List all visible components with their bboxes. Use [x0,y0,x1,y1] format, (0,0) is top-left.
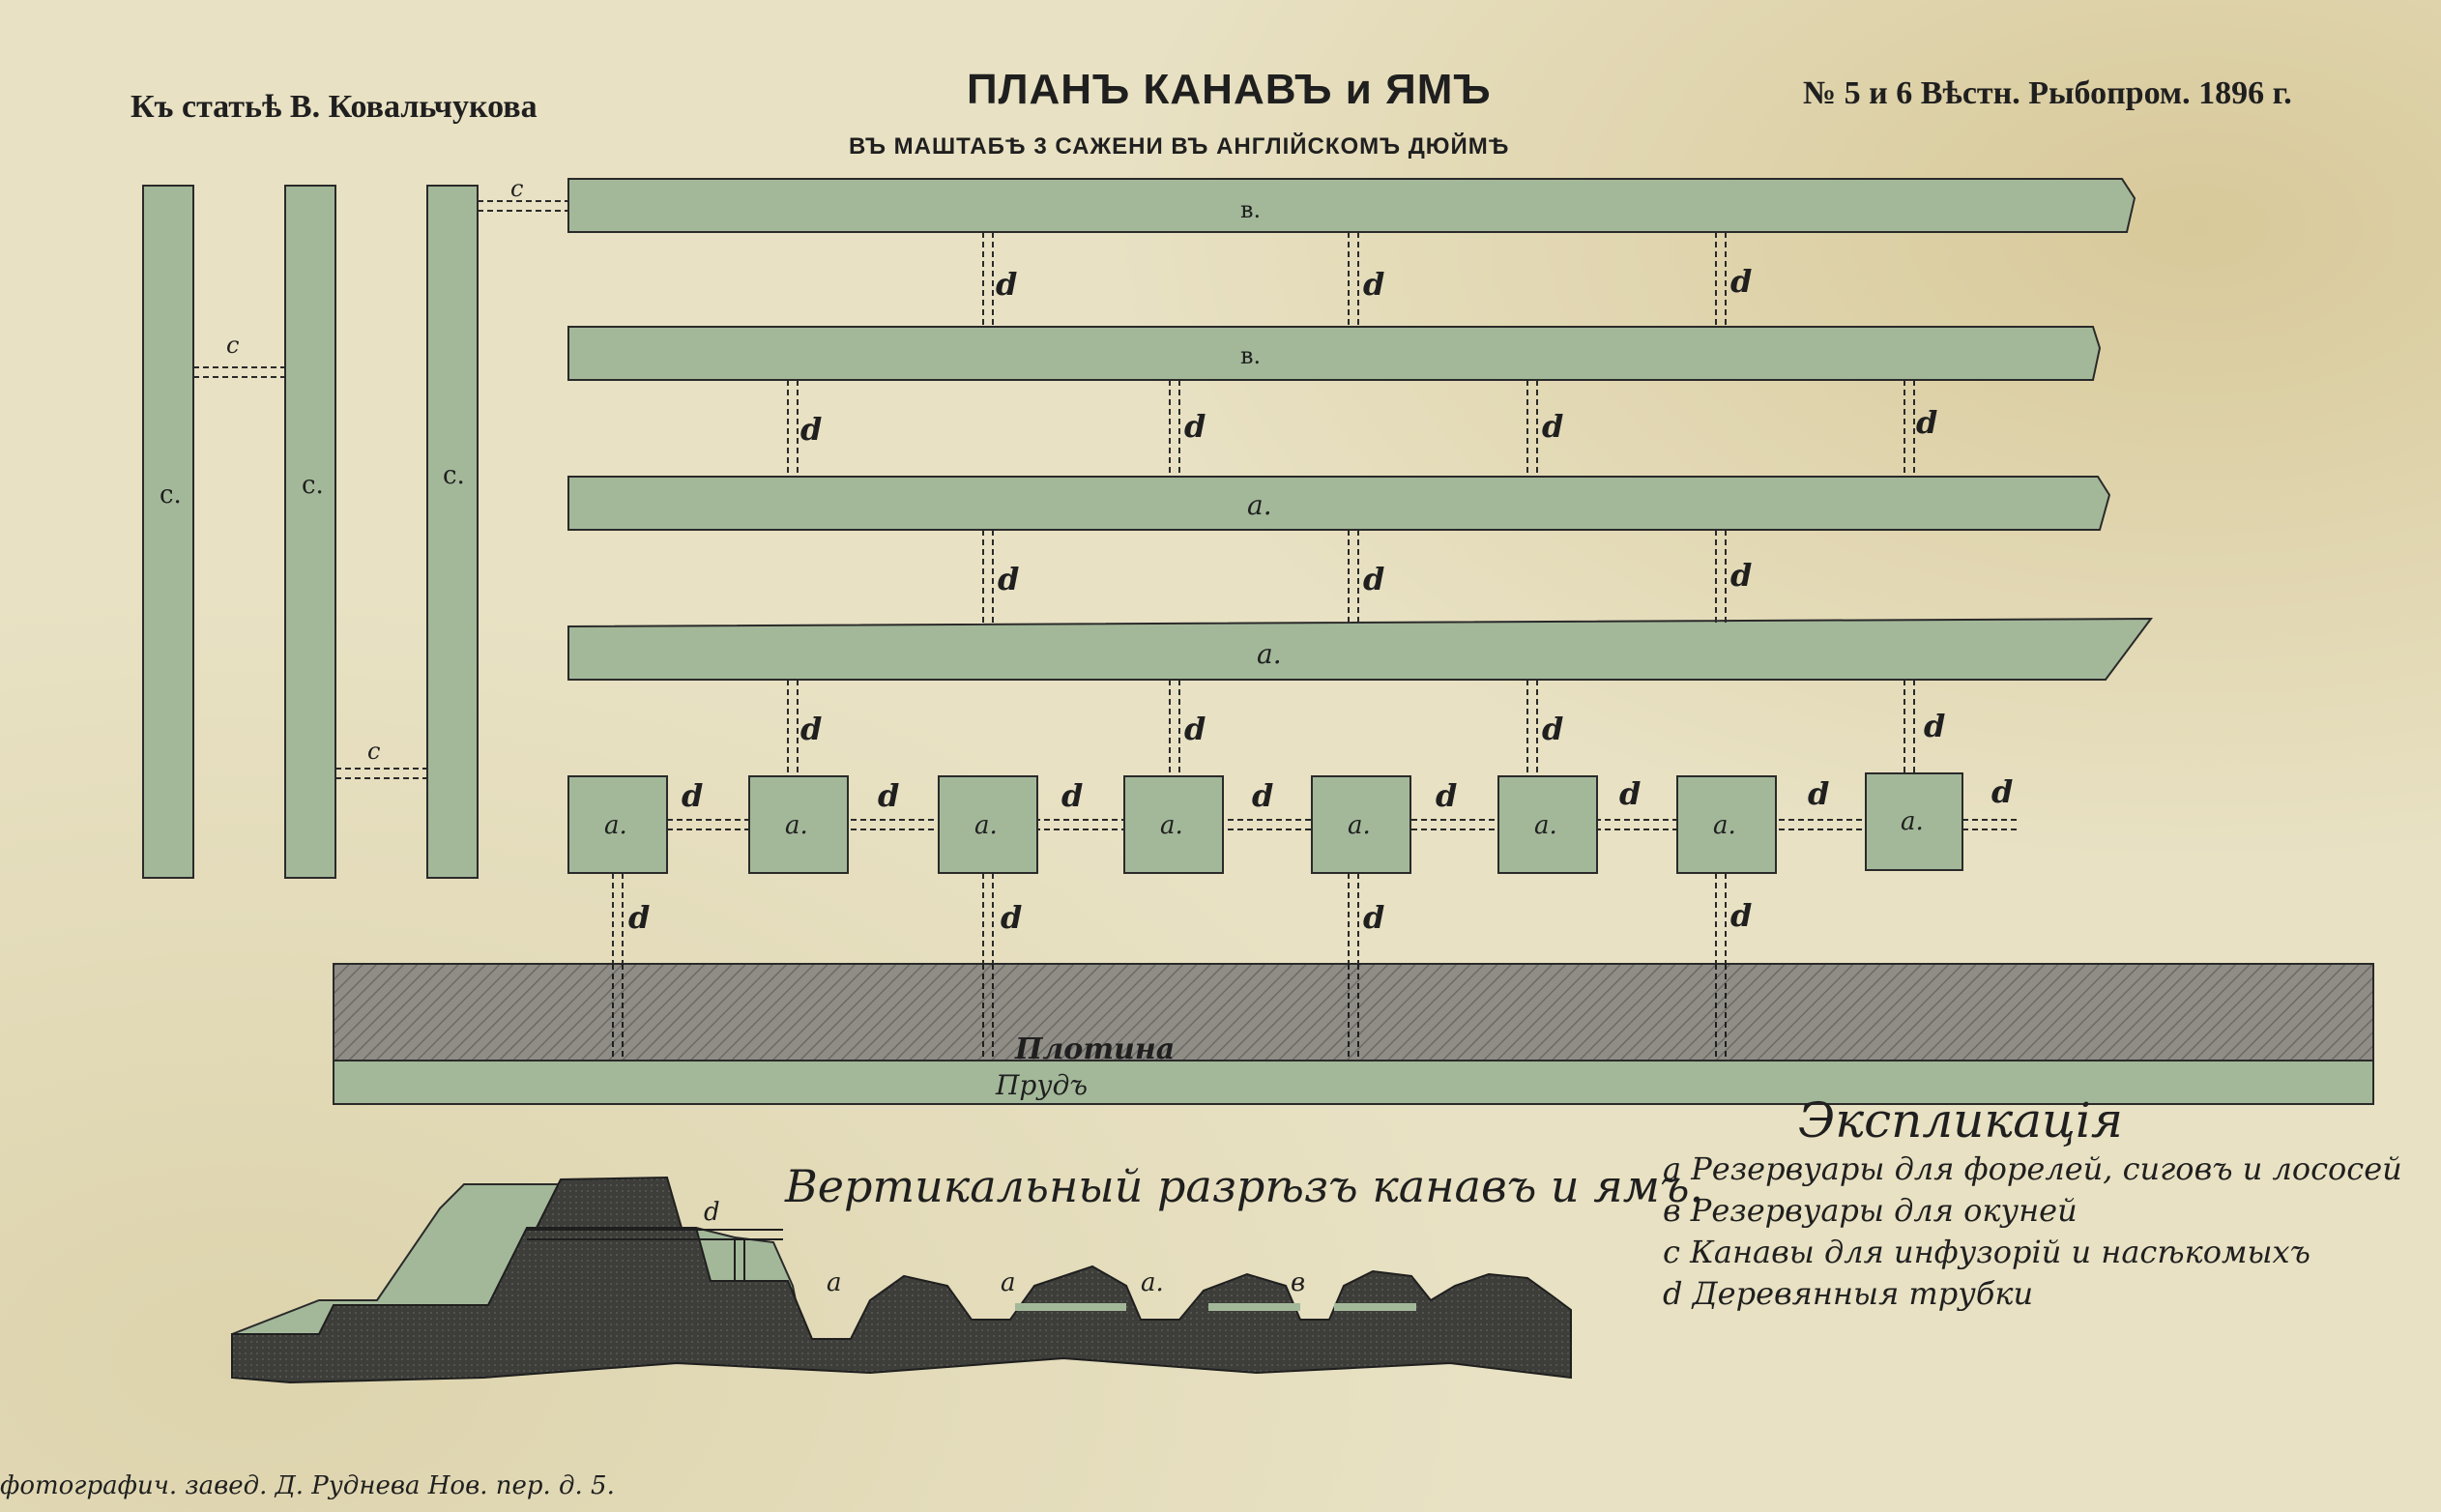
pit-label: a. [1901,807,1924,836]
label-d: d [1184,408,1206,445]
label-d: d [1924,708,1946,744]
reservoir-b-2 [568,327,2100,380]
canal-c-1 [143,186,193,878]
pit-label: a. [604,811,627,840]
label-d: d [628,899,651,936]
label-d: d [1061,777,1084,814]
legend-item-a: a Резервуары для форелей, сиговъ и лососей [1663,1150,2402,1187]
label-d: d [1184,711,1206,747]
label-d: d [1619,775,1642,812]
canal-c-3 [427,186,478,878]
reservoir-a-1 [568,477,2109,530]
pit-label: a. [1534,811,1557,840]
section-title: Вертикальный разрѣзъ канавъ и ямъ. [785,1160,1704,1212]
legend-item-d: d Деревянныя трубки [1663,1275,2034,1312]
label-c-v3: с. [443,461,465,490]
label-b-1: в. [1240,196,1262,223]
label-d: d [1730,263,1753,300]
label-d: d [800,411,823,448]
canal-connectors [193,201,568,778]
label-d: d [1916,404,1938,441]
reservoir-b-1 [568,179,2135,232]
label-d: d [878,777,900,814]
dam-label: Плотина [1015,1032,1176,1066]
label-d: d [1542,408,1564,445]
pit-label: a. [974,811,998,840]
label-d: d [682,777,704,814]
label-d: d [1363,561,1385,597]
label-d: d [1542,711,1564,747]
pit-label: a. [1713,811,1736,840]
pit-label: a. [1348,811,1371,840]
label-d: d [1436,777,1458,814]
section-label: a [1001,1268,1016,1297]
label-d: d [1991,773,2014,810]
label-d: d [996,266,1018,303]
section-label: в [1291,1268,1306,1297]
label-c-conn3: c [510,175,524,202]
article-reference: Къ статьѣ В. Ковальчукова [131,89,538,125]
label-c-conn2: c [367,738,381,765]
label-d: d [1001,899,1023,936]
journal-reference: № 5 и 6 Вѣстн. Рыбопром. 1896 г. [1803,75,2292,111]
dam [334,964,2373,1061]
section-label: a [827,1268,842,1297]
section-label: d [704,1198,720,1227]
label-b-2: в. [1240,342,1262,369]
label-c-v1: с. [160,480,182,509]
label-d: d [998,561,1020,597]
canal-c-2 [285,186,335,878]
pit-label: a. [1160,811,1183,840]
plan-title: ПЛАНЪ КАНАВЪ и ЯМЪ [967,66,1492,113]
section-label: a. [1141,1268,1164,1297]
legend-title: Экспликація [1798,1092,2124,1149]
legend-item-c: с Канавы для инфузорій и насѣкомыхъ [1663,1234,2310,1270]
label-a-2: a. [1257,638,1282,670]
label-a-1: a. [1247,489,1272,521]
label-d: d [1363,899,1385,936]
label-c-v2: с. [302,471,324,500]
label-d: d [1363,266,1385,303]
label-d: d [1730,897,1753,934]
legend-item-b: в Резервуары для окуней [1663,1192,2078,1229]
label-c-conn1: c [226,332,240,359]
reservoir-a-2 [568,619,2151,680]
printer-credit: фотографич. завед. Д. Руднева Нов. пер. д. 5. [0,1471,615,1500]
label-d: d [1730,557,1753,594]
label-d: d [1808,775,1830,812]
label-d: d [1252,777,1274,814]
scale-note: ВЪ МАШТАБѢ 3 САЖЕНИ ВЪ АНГЛІЙСКОМЪ ДЮЙМѢ [849,133,1510,160]
pond-label: Прудъ [996,1069,1088,1101]
section-mound [537,1178,682,1228]
pit-label: a. [785,811,808,840]
vertical-canals [143,186,478,878]
label-d: d [800,711,823,747]
